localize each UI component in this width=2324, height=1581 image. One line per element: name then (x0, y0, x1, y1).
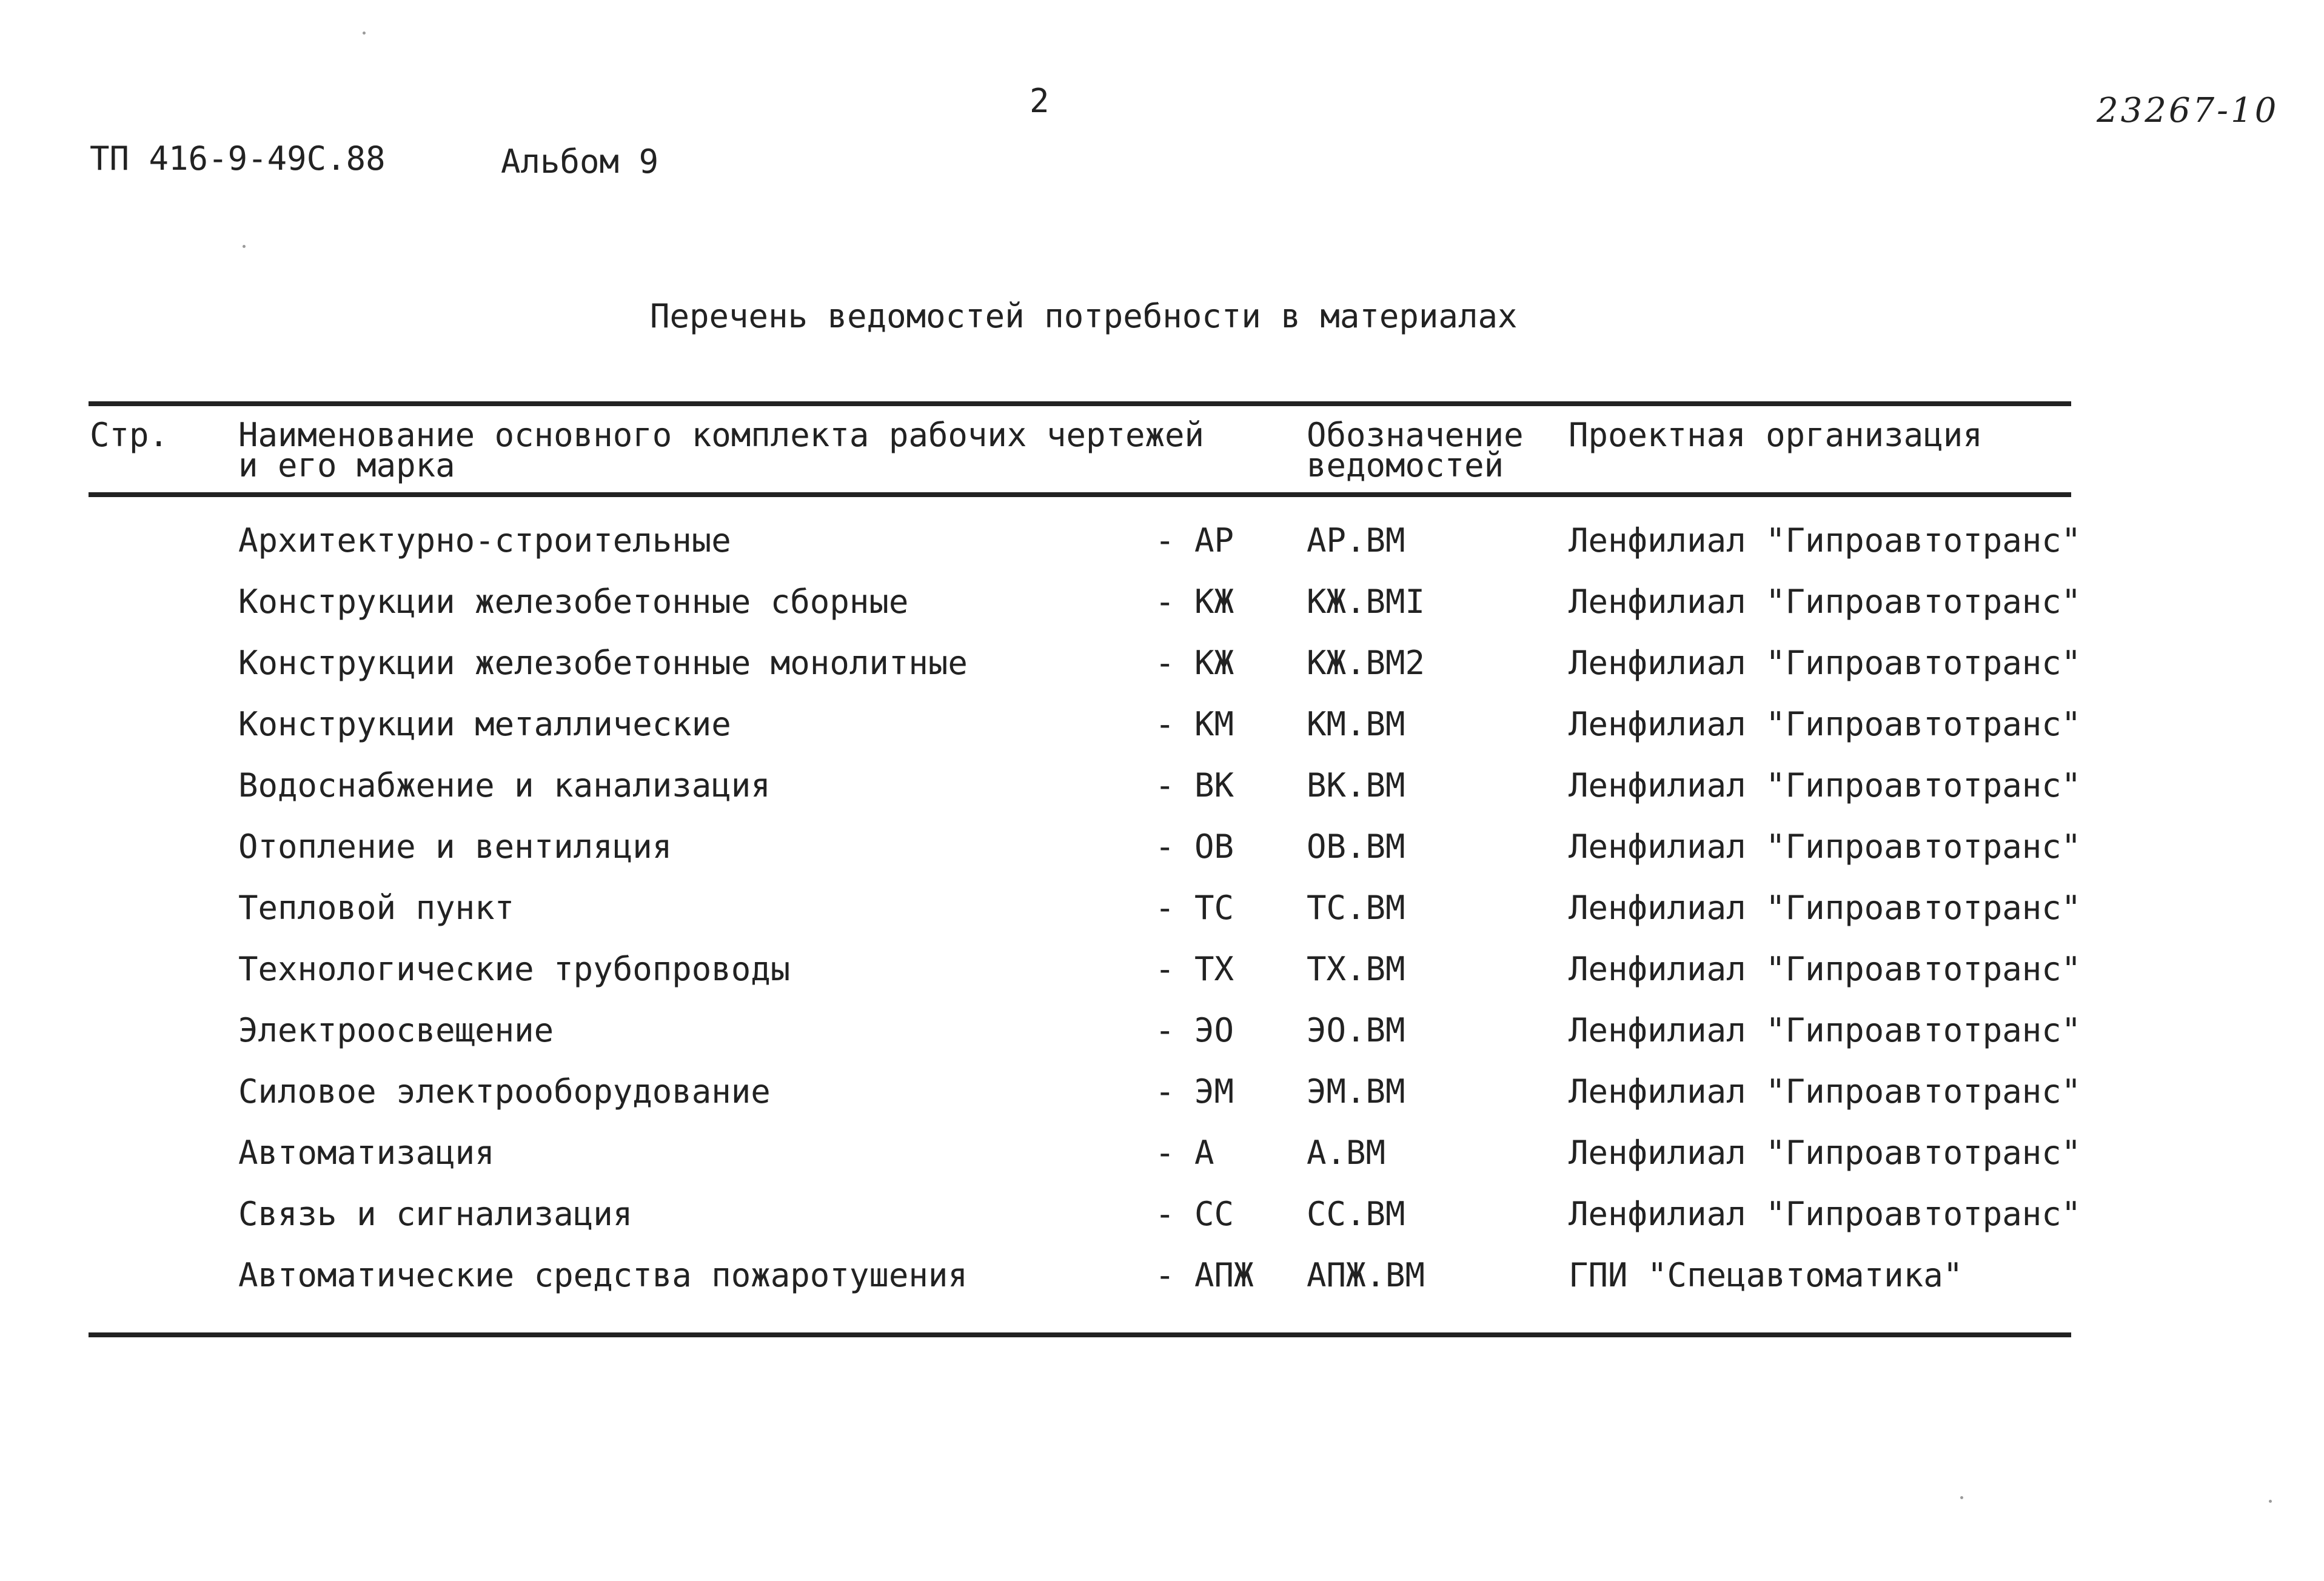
row-organization: Ленфилиал "Гипроавтотранс" (1569, 1195, 2081, 1233)
row-designation: ОВ.ВМ (1307, 827, 1405, 866)
row-mark: - СС (1155, 1195, 1234, 1233)
row-designation: ТС.ВМ (1307, 889, 1405, 927)
row-mark: - КЖ (1155, 583, 1234, 621)
row-designation: КЖ.ВМ2 (1307, 644, 1425, 682)
scan-speck (243, 245, 246, 248)
row-name: Тепловой пункт (238, 889, 515, 927)
row-organization: Ленфилиал "Гипроавтотранс" (1569, 1134, 2081, 1172)
row-designation: ТХ.ВМ (1307, 950, 1405, 988)
row-organization: Ленфилиал "Гипроавтотранс" (1569, 1011, 2081, 1049)
table-header-rule (89, 492, 2071, 497)
document-number-handwritten: 23267-10 (2097, 91, 2279, 130)
row-mark: - КМ (1155, 705, 1234, 743)
scan-speck (2269, 1500, 2272, 1503)
row-name: Водоснабжение и канализация (238, 766, 771, 804)
scan-speck (363, 32, 366, 35)
column-header-name-line2: и его марка (238, 446, 455, 484)
row-name: Автоматические средства пожаротушения (238, 1256, 968, 1294)
row-name: Технологические трубопроводы (238, 950, 791, 988)
row-organization: Ленфилиал "Гипроавтотранс" (1569, 583, 2081, 621)
row-mark: - КЖ (1155, 644, 1234, 682)
row-organization: Ленфилиал "Гипроавтотранс" (1569, 705, 2081, 743)
scan-speck (1960, 1496, 1963, 1499)
project-designation: ТП 416-9-49С.88 (90, 139, 386, 178)
row-mark: - ТХ (1155, 950, 1234, 988)
row-name: Автоматизация (238, 1134, 495, 1172)
table-bottom-rule (89, 1332, 2071, 1337)
row-designation: ЭО.ВМ (1307, 1011, 1405, 1049)
row-mark: - АПЖ (1155, 1256, 1254, 1294)
column-header-name: Наименование основного комплекта рабочих чертежей (238, 416, 1205, 454)
row-name: Силовое электрооборудование (238, 1072, 771, 1111)
row-name: Связь и сигнализация (238, 1195, 633, 1233)
row-mark: - ЭМ (1155, 1072, 1234, 1111)
column-header-organization: Проектная организация (1569, 416, 1983, 454)
row-organization: ГПИ "Спецавтоматика" (1569, 1256, 1963, 1294)
row-designation: ВК.ВМ (1307, 766, 1405, 804)
row-designation: КМ.ВМ (1307, 705, 1405, 743)
row-name: Конструкции железобетонные монолитные (238, 644, 968, 682)
row-mark: - ТС (1155, 889, 1234, 927)
row-organization: Ленфилиал "Гипроавтотранс" (1569, 644, 2081, 682)
album-label: Альбом 9 (501, 142, 659, 181)
row-name: Отопление и вентиляция (238, 827, 672, 866)
row-organization: Ленфилиал "Гипроавтотранс" (1569, 889, 2081, 927)
row-designation: АПЖ.ВМ (1307, 1256, 1425, 1294)
row-mark: - ОВ (1155, 827, 1234, 866)
row-designation: А.ВМ (1307, 1134, 1386, 1172)
column-header-designation-line2: ведомостей (1307, 446, 1504, 484)
row-name: Конструкции металлические (238, 705, 731, 743)
row-organization: Ленфилиал "Гипроавтотранс" (1569, 1072, 2081, 1111)
row-designation: КЖ.ВМI (1307, 583, 1425, 621)
row-mark: - ВК (1155, 766, 1234, 804)
row-name: Конструкции железобетонные сборные (238, 583, 909, 621)
row-mark: - ЭО (1155, 1011, 1234, 1049)
row-organization: Ленфилиал "Гипроавтотранс" (1569, 766, 2081, 804)
row-mark: - АР (1155, 521, 1234, 560)
column-header-page: Стр. (90, 416, 169, 454)
row-designation: АР.ВМ (1307, 521, 1405, 560)
row-organization: Ленфилиал "Гипроавтотранс" (1569, 950, 2081, 988)
row-name: Архитектурно-строительные (238, 521, 731, 560)
row-designation: СС.ВМ (1307, 1195, 1405, 1233)
row-organization: Ленфилиал "Гипроавтотранс" (1569, 521, 2081, 560)
row-name: Электроосвещение (238, 1011, 554, 1049)
document-title: Перечень ведомостей потребности в материалах (650, 297, 1518, 335)
row-organization: Ленфилиал "Гипроавтотранс" (1569, 827, 2081, 866)
page-number: 2 (1030, 82, 1050, 120)
table-top-rule (89, 401, 2071, 406)
row-designation: ЭМ.ВМ (1307, 1072, 1405, 1111)
row-mark: - А (1155, 1134, 1214, 1172)
column-header-designation: Обозначение (1307, 416, 1524, 454)
